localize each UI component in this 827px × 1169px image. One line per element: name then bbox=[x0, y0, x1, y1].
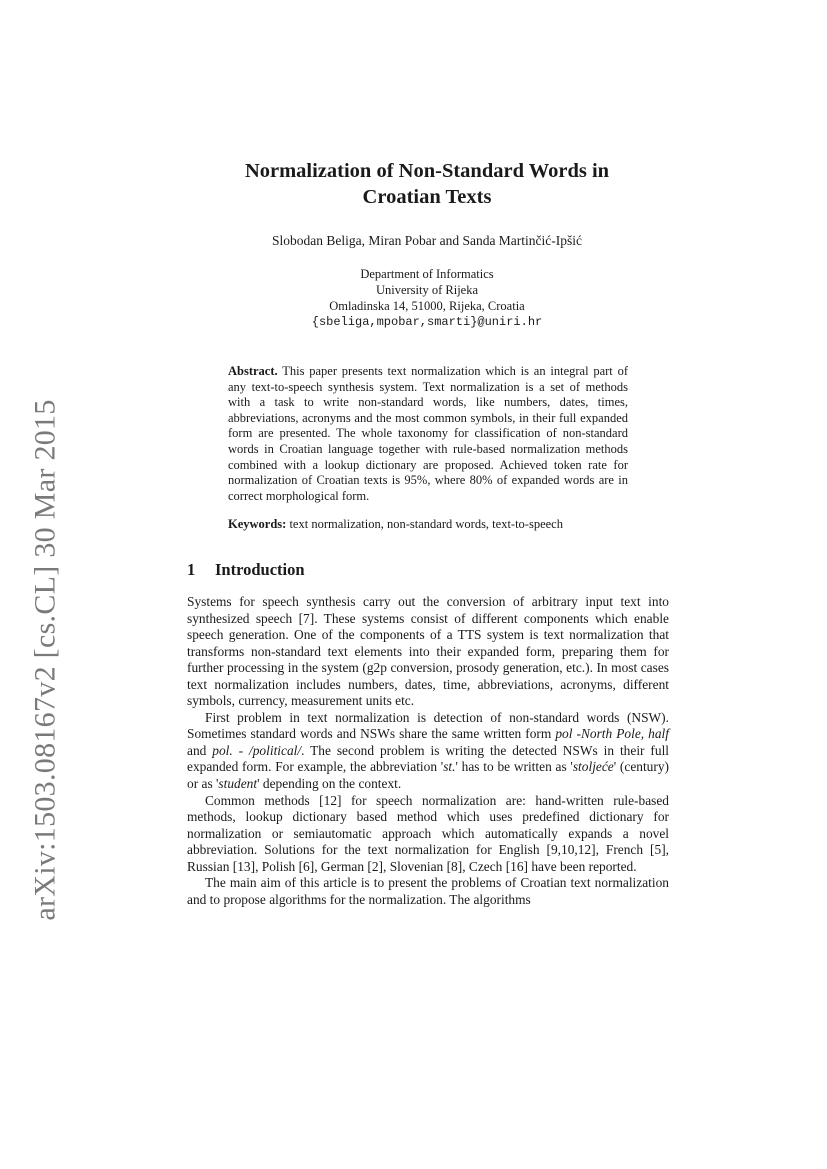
paper-title bbox=[187, 158, 667, 210]
paragraph-1: Systems for speech synthesis carry out the conversion of arbitrary input text into synthesized speech [7]. These systems consist of different components which enable speech generation. One of the components of a TTS system is text normalization that transforms non-standard text elements into their expanded form, preparing them for further processing in the system (g2p conversion, prosody generation, etc.). In most cases text normalization includes numbers, dates, time, abbreviations, acronyms, different symbols, currency, measurement units etc. bbox=[187, 594, 669, 709]
keywords bbox=[228, 517, 628, 533]
section-heading bbox=[187, 560, 667, 580]
section-title: Introduction bbox=[215, 560, 305, 579]
paragraph-2 bbox=[187, 710, 669, 793]
keywords-text: text normalization, non-standard words, text-to-speech bbox=[289, 517, 563, 531]
p2-text-e: . The second problem is writing the detected NSWs in their full expanded form. For example, the abbreviation ' bbox=[187, 742, 670, 775]
p2-italic-j: student bbox=[218, 776, 258, 792]
arxiv-identifier: arXiv:1503.08167v2 [cs.CL] 30 Mar 2015 bbox=[29, 399, 63, 921]
keywords-label: Keywords: bbox=[228, 517, 287, 531]
p2-italic-h: stoljeće bbox=[572, 759, 614, 775]
title-line-1: Normalization of Non-Standard Words in bbox=[244, 160, 610, 182]
p2-italic-b: pol -North Pole, half bbox=[555, 726, 669, 742]
section-number: 1 bbox=[187, 560, 196, 579]
address: Omladinska 14, 51000, Rijeka, Croatia bbox=[329, 299, 525, 313]
p2-text-k: ' depending on the context. bbox=[257, 776, 402, 792]
affiliation bbox=[187, 266, 667, 330]
abstract-text: This paper presents text normalization which is an integral part of any text-to-speech synthesis system. Text normalization is a set of methods with a task to write non-standard words, like numbers, dates, times, abbreviations, acronyms and the most common symbols, in their full expanded form are presented. The whole taxonomy for classification of non-standard words in Croatian language together with rule-based normalization methods combined with a lookup dictionary are proposed. Achieved token rate for normalization of Croatian texts is 95%, where 80% of expanded words are in correct morphological form. bbox=[228, 364, 628, 503]
authors: Slobodan Beliga, Miran Pobar and Sanda Martinčić-Ipšić bbox=[271, 233, 583, 248]
p2-italic-d: pol. - /political/ bbox=[212, 742, 302, 758]
p2-text-i: ' (century) or as ' bbox=[187, 759, 669, 792]
department: Department of Informatics bbox=[360, 267, 494, 281]
abstract bbox=[228, 364, 628, 504]
paragraph-4: The main aim of this article is to present the problems of Croatian text normalization and to propose algorithms for the normalization. The algorithms bbox=[187, 875, 669, 907]
body-text bbox=[187, 594, 669, 908]
title-line-2: Croatian Texts bbox=[362, 186, 492, 208]
abstract-label: Abstract. bbox=[228, 364, 278, 378]
p2-text-a: First problem in text normalization is detection of non-standard words (NSW). Sometimes standard words and NSWs share the same written form bbox=[187, 709, 669, 742]
paragraph-3: Common methods [12] for speech normalization are: hand-written rule-based methods, lookup dictionary based method which uses predefined dictionary for normalization or semiautomatic approach which automatically expands a novel abbreviation. Solutions for the text normalization for English [9,10,12], French [5], Russian [13], Polish [6], German [2], Slovenian [8], Czech [16] have been reported. bbox=[187, 792, 669, 874]
p2-text-c: and bbox=[187, 742, 213, 758]
email: {sbeliga,mpobar,smarti}@uniri.hr bbox=[311, 315, 543, 329]
university: University of Rijeka bbox=[375, 283, 479, 297]
arxiv-sidebar bbox=[16, 360, 76, 960]
p2-text-g: ' has to be written as ' bbox=[455, 759, 573, 775]
p2-italic-f: st. bbox=[443, 759, 456, 775]
